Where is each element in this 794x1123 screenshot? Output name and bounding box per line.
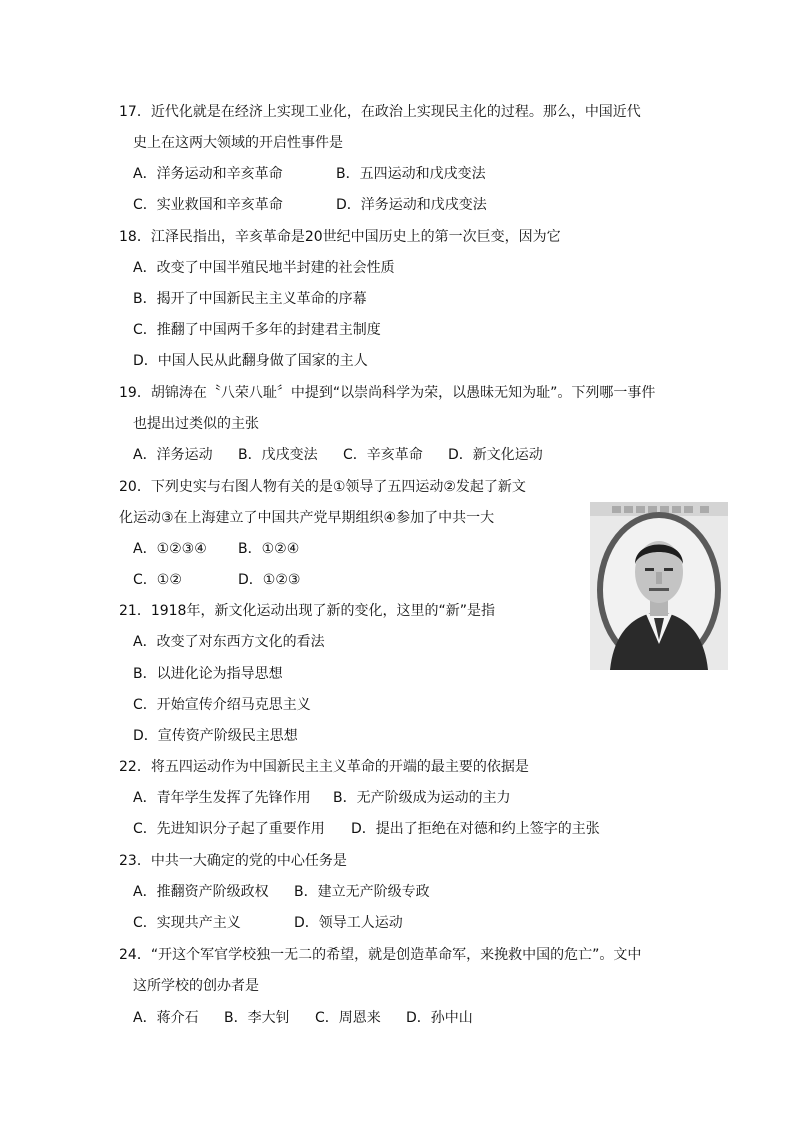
question-23-option-d: D．领导工人运动 xyxy=(294,915,403,931)
question-21-option-a: A．改变了对东西方文化的看法 xyxy=(133,634,325,650)
question-24-stem-line-2: 这所学校的创办者是 xyxy=(133,978,259,994)
question-18-stem-line-1: 18．江泽民指出，辛亥革命是20世纪中国历史上的第一次巨变，因为它 xyxy=(119,229,561,245)
question-22-option-a: A．青年学生发挥了先锋作用 xyxy=(133,790,311,806)
question-17-option-d: D．洋务运动和戊戌变法 xyxy=(336,197,487,213)
question-20-option-d: D．①②③ xyxy=(238,572,301,588)
question-20-stem-line-2: 化运动③在上海建立了中国共产党早期组织④参加了中共一大 xyxy=(119,510,495,526)
question-19-option-c: C．辛亥革命 xyxy=(343,447,423,463)
question-21-option-c: C．开始宣传介绍马克思主义 xyxy=(133,697,311,713)
question-18-option-b: B．揭开了中国新民主主义革命的序幕 xyxy=(133,291,367,307)
question-24-option-b: B．李大钊 xyxy=(224,1010,290,1026)
question-19-stem-line-1: 19．胡锦涛在〝八荣八耻〞中提到“以崇尚科学为荣，以愚昧无知为耻”。下列哪一事件 xyxy=(119,385,656,401)
question-20-option-c: C．①② xyxy=(133,572,182,588)
question-19-option-d: D．新文化运动 xyxy=(448,447,543,463)
question-19-stem-line-2: 也提出过类似的主张 xyxy=(133,416,259,432)
question-17-stem-line-2: 史上在这两大领域的开启性事件是 xyxy=(133,135,343,151)
question-18-option-a: A．改变了中国半殖民地半封建的社会性质 xyxy=(133,260,395,276)
question-22-option-d: D．提出了拒绝在对德和约上签字的主张 xyxy=(351,821,600,837)
question-19-option-a: A．洋务运动 xyxy=(133,447,213,463)
question-19-option-b: B．戊戌变法 xyxy=(238,447,318,463)
question-22-option-c: C．先进知识分子起了重要作用 xyxy=(133,821,325,837)
question-24-option-c: C．周恩来 xyxy=(315,1010,381,1026)
question-24-stem-line-1: 24．“开这个军官学校独一无二的希望，就是创造革命军，来挽救中国的危亡”。文中 xyxy=(119,947,642,963)
question-17-stem-line-1: 17．近代化就是在经济上实现工业化，在政治上实现民主化的过程。那么，中国近代 xyxy=(119,104,641,120)
question-20-option-a: A．①②③④ xyxy=(133,541,207,557)
question-24-option-a: A．蒋介石 xyxy=(133,1010,199,1026)
question-23-stem-line-1: 23．中共一大确定的党的中心任务是 xyxy=(119,853,347,869)
question-17-option-a: A．洋务运动和辛亥革命 xyxy=(133,166,283,182)
question-18-option-d: D．中国人民从此翻身做了国家的主人 xyxy=(133,353,368,369)
question-23-option-b: B．建立无产阶级专政 xyxy=(294,884,430,900)
question-23-option-a: A．推翻资产阶级政权 xyxy=(133,884,269,900)
question-21-option-b: B．以进化论为指导思想 xyxy=(133,666,283,682)
portrait-photo xyxy=(590,502,728,670)
question-18-option-c: C．推翻了中国两千多年的封建君主制度 xyxy=(133,322,381,338)
question-24-option-d: D．孙中山 xyxy=(406,1010,473,1026)
question-22-option-b: B．无产阶级成为运动的主力 xyxy=(333,790,511,806)
question-17-option-b: B．五四运动和戊戌变法 xyxy=(336,166,486,182)
question-21-option-d: D．宣传资产阶级民主思想 xyxy=(133,728,298,744)
question-20-option-b: B．①②④ xyxy=(238,541,300,557)
question-20-stem-line-1: 20．下列史实与右图人物有关的是①领导了五四运动②发起了新文 xyxy=(119,479,526,495)
question-17-option-c: C．实业救国和辛亥革命 xyxy=(133,197,283,213)
question-23-option-c: C．实现共产主义 xyxy=(133,915,241,931)
question-21-stem-line-1: 21．1918年，新文化运动出现了新的变化，这里的“新”是指 xyxy=(119,603,495,619)
question-22-stem-line-1: 22．将五四运动作为中国新民主主义革命的开端的最主要的依据是 xyxy=(119,759,529,775)
